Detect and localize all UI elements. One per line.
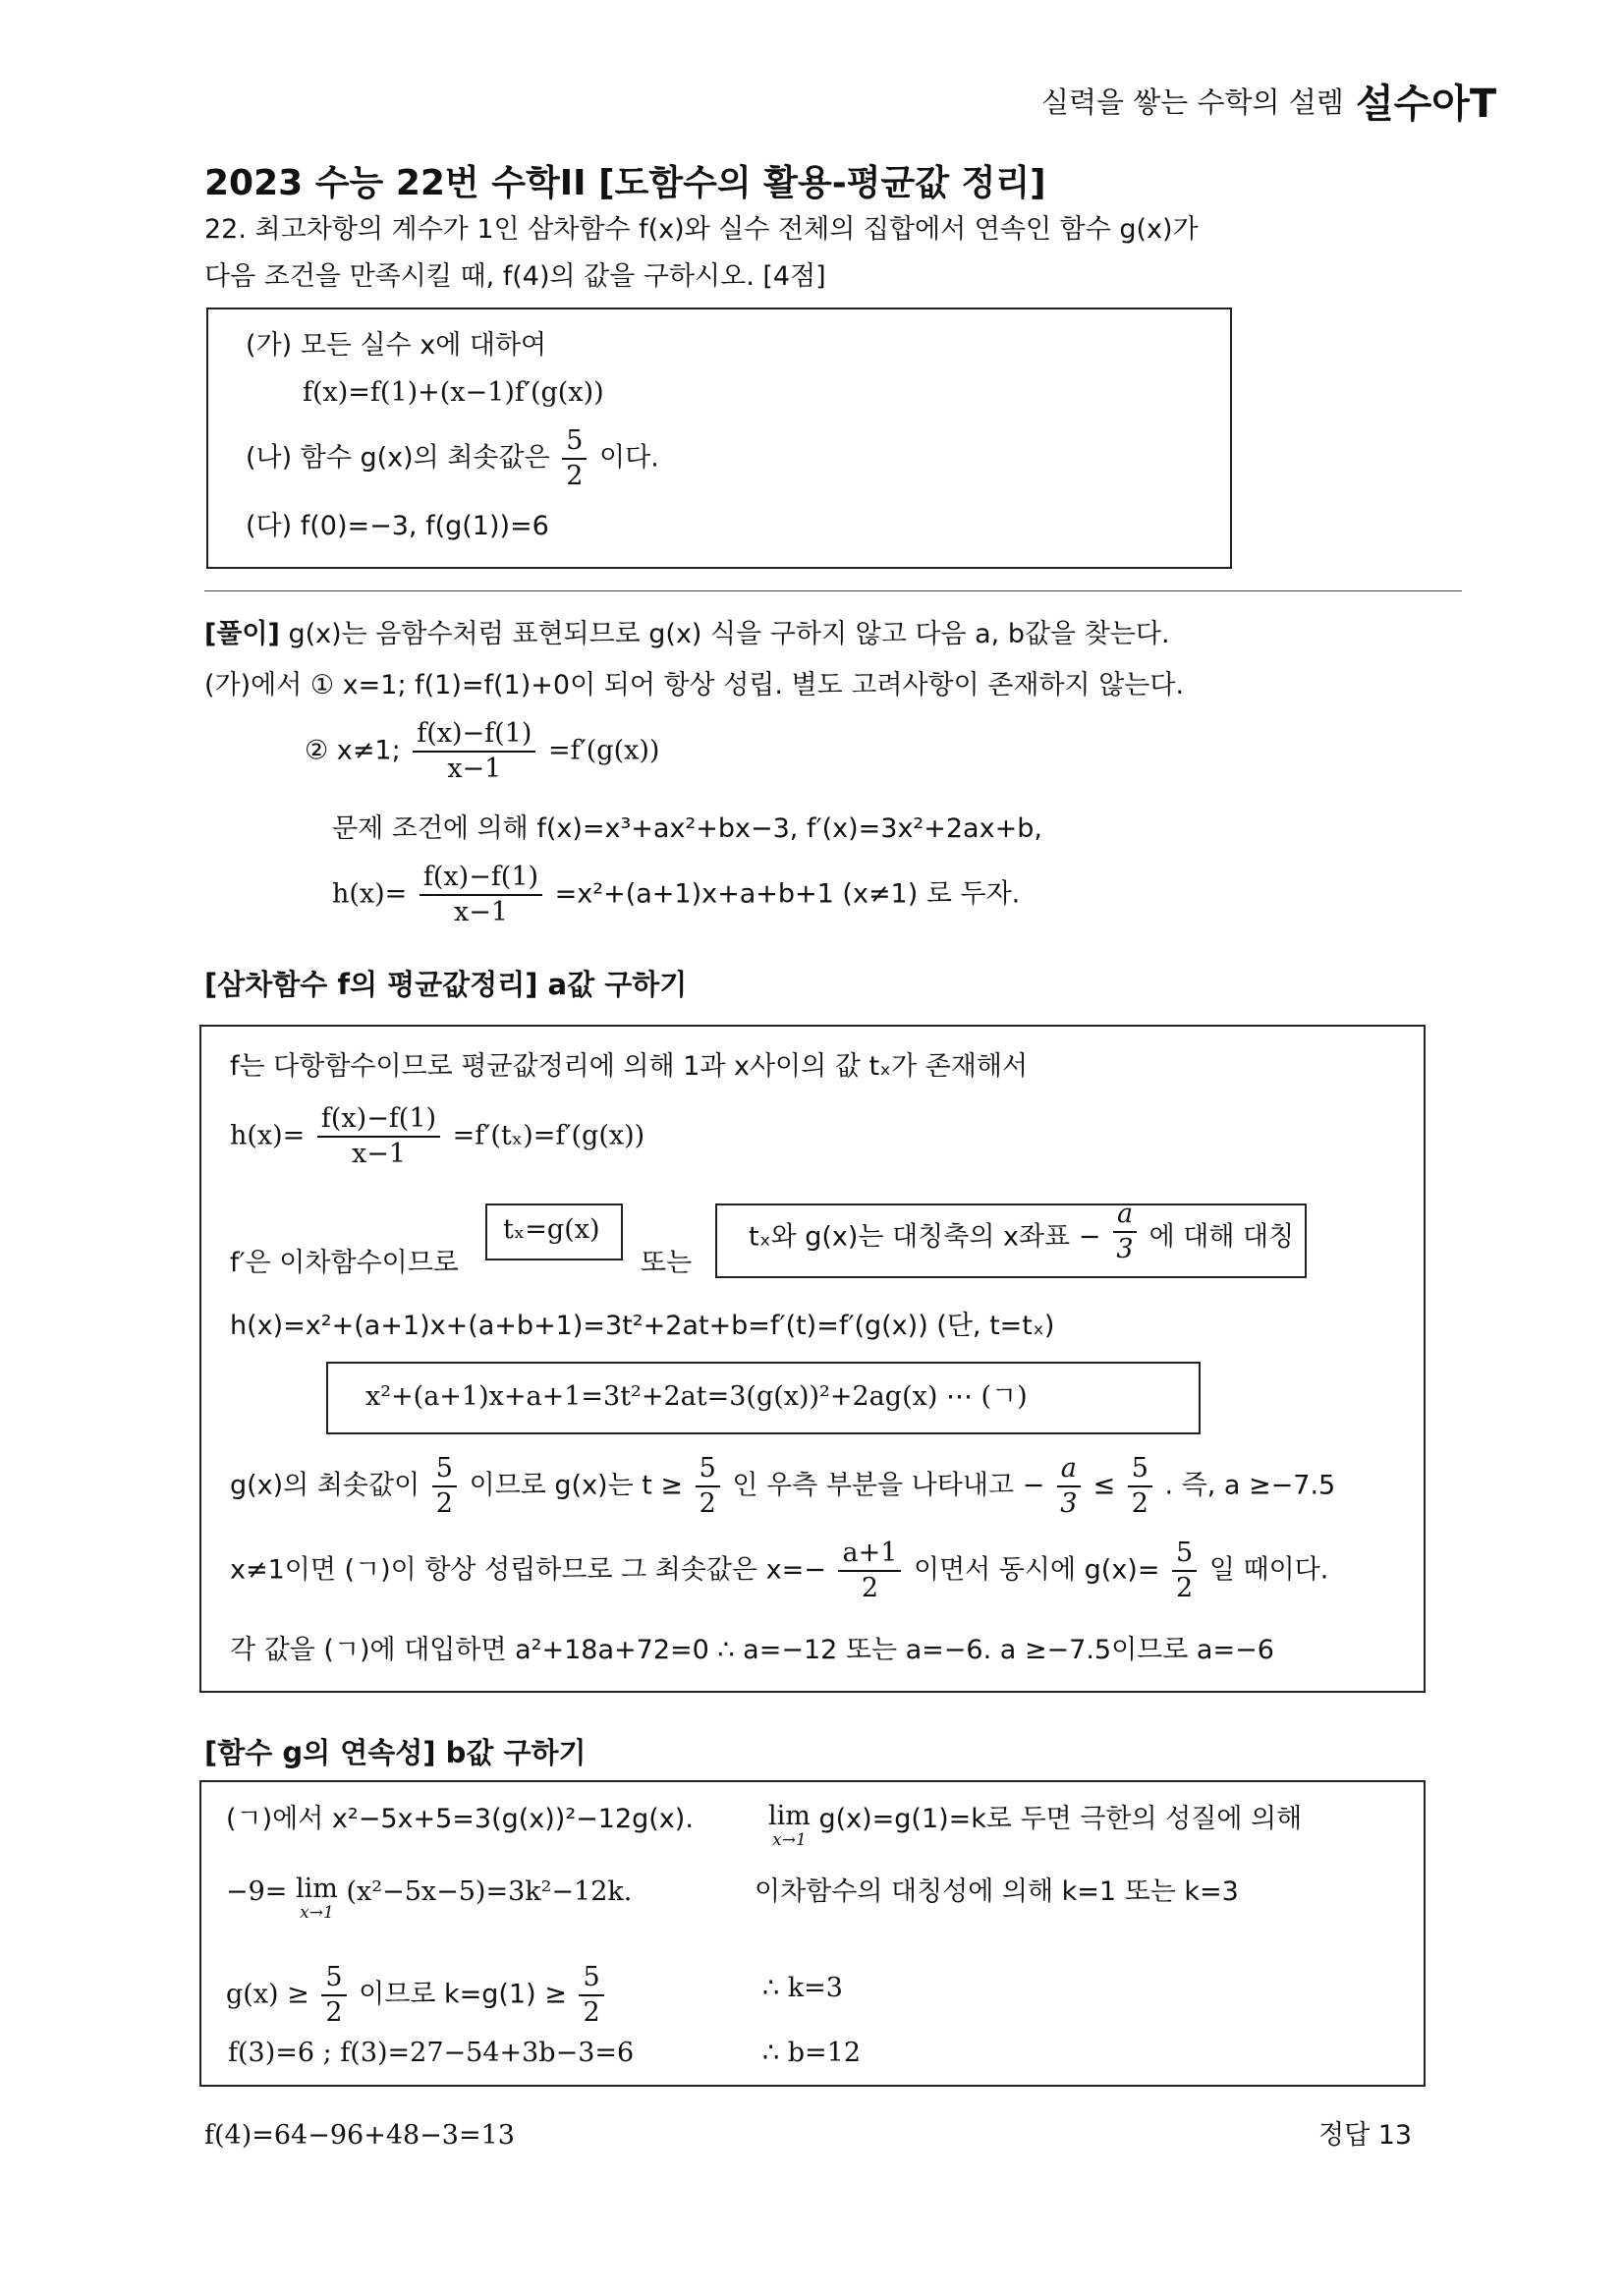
section-a-line-7 — [230, 1537, 1328, 1605]
solution-case-1: (가)에서 ① x=1; f(1)=f(1)+0이 되어 항상 성립. 별도 고려사항이 존재하지 않는다. — [204, 670, 1185, 700]
frac-denominator: 2 — [699, 1488, 716, 1519]
section-b-line-1a: (ㄱ)에서 x²−5x+5=3(g(x))²−12g(x). — [226, 1804, 694, 1834]
lim-text: lim — [296, 1874, 338, 1904]
frac-numerator: 5 — [562, 424, 587, 460]
frac-numerator: 5 — [321, 1961, 346, 1996]
frac-denominator: 2 — [325, 1997, 343, 2028]
frac-denominator: 2 — [583, 1997, 600, 2028]
l3a-mid: 이므로 k=g(1) ≥ — [359, 1979, 567, 2010]
l6-e: . 즉, a ≥−7.5 — [1164, 1470, 1336, 1501]
h-fraction — [420, 861, 542, 929]
lim-subscript: x→1 — [300, 1903, 334, 1923]
case-2-fraction — [413, 717, 535, 786]
l2-prefix: h(x)= — [230, 1120, 306, 1151]
frac-denominator: x−1 — [453, 897, 508, 927]
condition-c: (다) f(0)=−3, f(g(1))=6 — [246, 511, 549, 541]
solution-label: [풀이] — [204, 619, 280, 649]
section-a-line-2 — [230, 1102, 644, 1171]
h-suffix: =x²+(a+1)x+a+b+1 (x≠1) 로 두자. — [554, 878, 1021, 910]
problem-line-2: 다음 조건을 만족시킬 때, f(4)의 값을 구하시오. [4점] — [204, 261, 826, 292]
l2a-suffix: (x²−5x−5)=3k²−12k. — [346, 1876, 633, 1907]
frac-numerator: 5 — [579, 1961, 603, 1996]
l7-b: 이면서 동시에 g(x)= — [913, 1554, 1160, 1586]
condition-b-fraction — [562, 424, 587, 493]
final-answer: 정답 13 — [1318, 2120, 1413, 2151]
brand-logo-text: 설수아T — [1356, 82, 1497, 127]
solution-intro-text: g(x)는 음함수처럼 표현되므로 g(x) 식을 구하지 않고 다음 a, b값을 찾는다. — [288, 619, 1170, 649]
l3a-fraction-2 — [579, 1961, 603, 2030]
lim-text: lim — [768, 1801, 811, 1831]
condition-a-equation: f(x)=f(1)+(x−1)f′(g(x)) — [303, 377, 604, 408]
section-a-line-3-label: f′은 이차함수이므로 — [230, 1248, 459, 1278]
condition-b-prefix: (나) 함수 g(x)의 최솟값은 — [246, 442, 550, 474]
condition-b-suffix: 이다. — [599, 442, 659, 474]
limit-operator — [296, 1875, 338, 1922]
solution-intro — [204, 617, 1170, 652]
page-title: 2023 수능 22번 수학II [도함수의 활용-평균값 정리] — [204, 163, 1046, 203]
frac-numerator: a+1 — [838, 1537, 901, 1572]
frac-numerator: f(x)−f(1) — [413, 717, 535, 753]
section-b-line-4a: f(3)=6 ; f(3)=27−54+3b−3=6 — [228, 2038, 635, 2068]
final-equation: f(4)=64−96+48−3=13 — [204, 2120, 515, 2151]
section-b-line-3b: ∴ k=3 — [762, 1973, 843, 2003]
l6-fraction-3 — [1057, 1452, 1081, 1521]
section-a-line-8: 각 값을 (ㄱ)에 대입하면 a²+18a+72=0 ∴ a=−12 또는 a=−6. a ≥−7.5이므로 a=−6 — [230, 1635, 1274, 1665]
frac-denominator: 2 — [861, 1573, 879, 1603]
header-tagline: 실력을 쌓는 수학의 설렘 — [1041, 85, 1344, 119]
frac-numerator: a — [1057, 1452, 1081, 1487]
l6-d: ≤ — [1092, 1470, 1116, 1501]
frac-numerator: 5 — [1172, 1537, 1197, 1572]
l6-a: g(x)의 최솟값이 — [230, 1470, 420, 1501]
frac-numerator: f(x)−f(1) — [317, 1102, 440, 1138]
section-a-line-6 — [230, 1452, 1335, 1521]
frac-numerator: a — [1113, 1198, 1137, 1233]
symmetry-suffix: 에 대해 대칭 — [1148, 1221, 1295, 1253]
l6-fraction-2 — [696, 1452, 720, 1521]
lim-subscript: x→1 — [772, 1830, 807, 1850]
l3a-prefix: g(x) ≥ — [226, 1979, 309, 2010]
symmetry-prefix: tₓ와 g(x)는 대칭축의 x좌표 − — [749, 1221, 1101, 1253]
l7-fraction-1 — [838, 1537, 901, 1605]
condition-b — [246, 424, 659, 493]
l6-fraction-1 — [432, 1452, 457, 1521]
l6-fraction-4 — [1128, 1452, 1152, 1521]
section-b-line-2a — [226, 1875, 632, 1922]
l6-c: 인 우측 부분을 나타내고 − — [732, 1470, 1045, 1501]
section-divider — [204, 590, 1462, 591]
frac-denominator: 3 — [1116, 1234, 1134, 1264]
limit-operator — [768, 1802, 811, 1849]
or-text: 또는 — [641, 1248, 693, 1278]
section-b-line-2b: 이차함수의 대칭성에 의해 k=1 또는 k=3 — [755, 1876, 1239, 1907]
problem-line-1: 22. 최고차항의 계수가 1인 삼차함수 f(x)와 실수 전체의 집합에서 연속인 함수 g(x)가 — [204, 214, 1199, 245]
section-b-heading: [함수 g의 연속성] b값 구하기 — [204, 1736, 587, 1769]
l1b-text: g(x)=g(1)=k로 두면 극한의 성질에 의해 — [818, 1804, 1303, 1834]
l7-fraction-2 — [1172, 1537, 1197, 1605]
section-b-line-3a — [226, 1961, 608, 2030]
l7-a: x≠1이면 (ㄱ)이 항상 성립하므로 그 최솟값은 x=− — [230, 1554, 826, 1586]
frac-numerator: 5 — [1128, 1452, 1152, 1487]
case-2-suffix: =f′(g(x)) — [548, 735, 660, 766]
l2-suffix: =f′(tₓ)=f′(g(x)) — [452, 1120, 645, 1151]
solution-h-definition — [332, 861, 1020, 929]
l7-c: 일 때이다. — [1208, 1554, 1329, 1586]
section-a-line-1: f는 다항함수이므로 평균값정리에 의해 1과 x사이의 값 tₓ가 존재해서 — [230, 1051, 1029, 1082]
case-2-prefix: ② x≠1; — [305, 735, 401, 766]
solution-case-2 — [305, 717, 659, 786]
frac-numerator: f(x)−f(1) — [420, 861, 542, 896]
condition-a-label: (가) 모든 실수 x에 대하여 — [246, 330, 547, 361]
h-prefix: h(x)= — [332, 878, 408, 910]
l2a-prefix: −9= — [226, 1876, 288, 1907]
section-b-line-1b — [768, 1802, 1302, 1849]
frac-denominator: 2 — [435, 1488, 453, 1519]
frac-denominator: x−1 — [447, 754, 502, 784]
frac-numerator: 5 — [432, 1452, 457, 1487]
section-a-heading: [삼차함수 f의 평균값정리] a값 구하기 — [204, 968, 688, 1001]
section-a-line-4: h(x)=x²+(a+1)x+(a+b+1)=3t²+2at+b=f′(t)=f′(g(x)) (단, t=tₓ) — [230, 1311, 1055, 1341]
equation-g-text: x²+(a+1)x+a+1=3t²+2at=3(g(x))²+2ag(x) ⋯ (ㄱ) — [365, 1381, 1028, 1412]
frac-denominator: x−1 — [351, 1139, 406, 1169]
symmetry-fraction — [1113, 1198, 1137, 1266]
l3a-fraction-1 — [321, 1961, 346, 2030]
l2-fraction — [317, 1102, 440, 1171]
frac-denominator: 2 — [566, 461, 584, 491]
frac-denominator: 2 — [1131, 1488, 1148, 1519]
frac-denominator: 3 — [1060, 1488, 1078, 1519]
frac-denominator: 2 — [1176, 1573, 1194, 1603]
section-b-line-4b: ∴ b=12 — [762, 2038, 862, 2068]
l6-b: 이므로 g(x)는 t ≥ — [469, 1470, 684, 1501]
frac-numerator: 5 — [696, 1452, 720, 1487]
symmetry-box-text — [749, 1199, 1295, 1266]
solution-condition-line: 문제 조건에 의해 f(x)=x³+ax²+bx−3, f′(x)=3x²+2ax+b, — [332, 813, 1042, 844]
equality-box-text: tₓ=g(x) — [503, 1214, 600, 1245]
